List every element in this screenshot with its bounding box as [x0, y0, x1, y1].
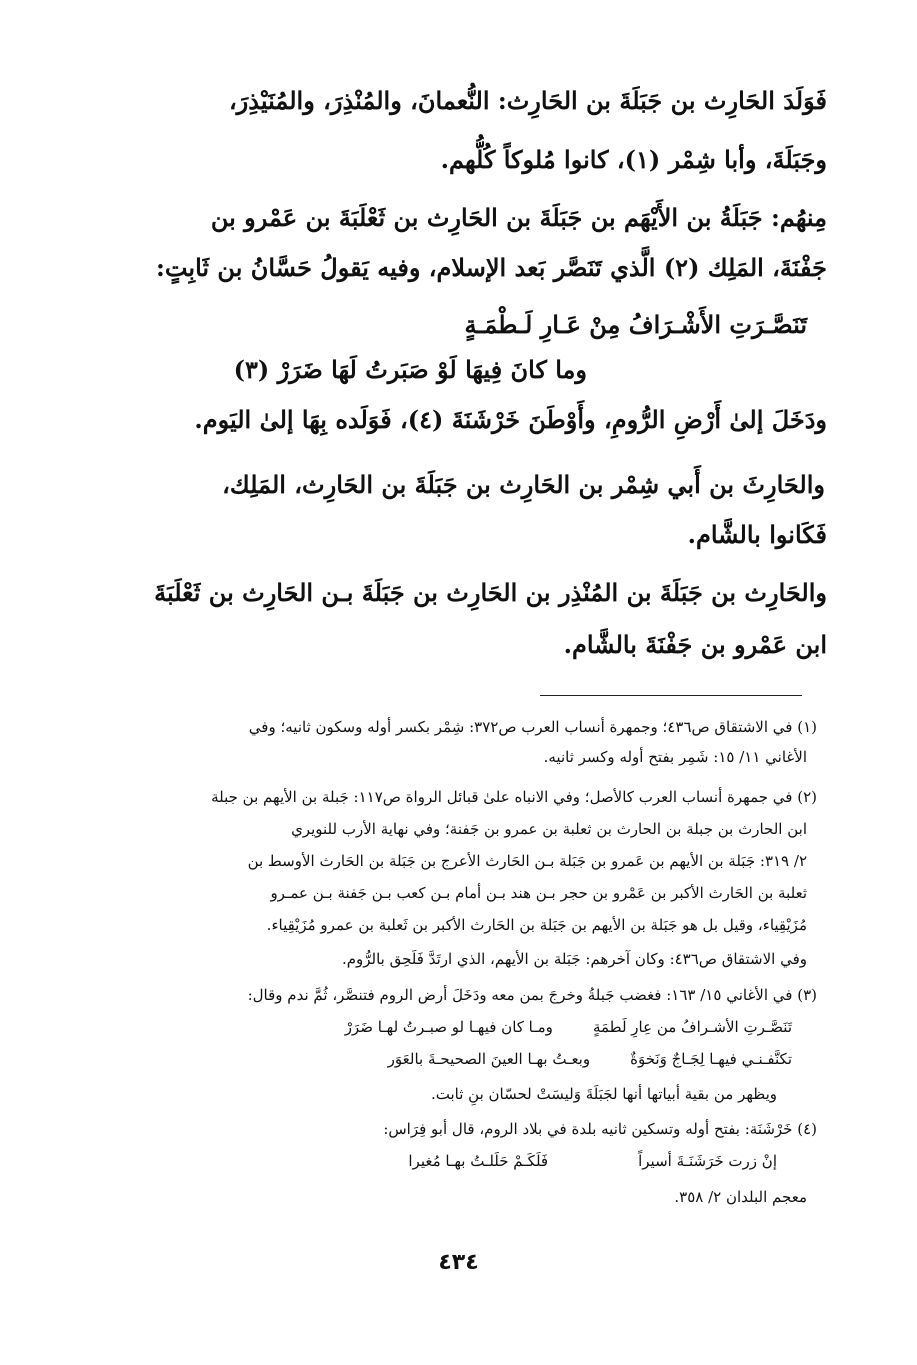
footnote-poem-row: [388, 1050, 792, 1068]
footnote-line: (٢) في جمهرة أنساب العرب كالأصل؛ وفي الانباه علىٰ قبائل الرواة ص١١٧: جَبلة بن الأيهم بن جبلة: [211, 788, 817, 806]
poem-hemistich: إنْ زرت خَرَشَنَـةَ أسيراً: [638, 1152, 777, 1170]
footnote-line: ثعلبة بن الحَارث الأكبر بن عَمْرو بن حجر بـن هند بـن أمام بـن كعب بـن جَفنة بـن عمـرو: [270, 884, 807, 902]
body-line: ودَخَلَ إلىٰ أَرْضِ الرُّومِ، وأَوْطَنَ خَرْشَنَةَ (٤)، فَوَلَده بِهَا إلىٰ اليَوم.: [194, 405, 827, 434]
body-line: والحَارِث بن جَبَلَةَ بن المُنْذِر بن الحَارِث بن جَبَلَةَ بـن الحَارِث بن ثَعْلَبَةَ: [154, 578, 827, 607]
poem-verse: تَنَصَّـرَتِ الأَشْـرَافُ مِنْ عَـارِ لَـطْمَـةٍ: [464, 310, 807, 339]
footnote-line: ويظهر من بقية أبياتها أنها لجَبَلَةَ وَليسَتْ لحسّان بنِ ثابت.: [430, 1085, 777, 1103]
footnote-line: (٣) في الأغاني ١٥/ ١٦٣: فغضب جَبلةُ وخرجَ بمن معه ودَخَلَ أرض الروم فتنصَّر، ثُمَّ ندم وقال:: [247, 986, 817, 1004]
body-line: جَفْنَةَ، المَلِك (٢) الَّذي تَنَصَّر بَعد الإسلام، وفيه يَقولُ حَسَّانُ بن ثَابِتٍ:: [155, 253, 827, 282]
footnote-line: مُزَيْقِياء، وقيل بل هو جَبَلة بن الأيهم بن جَبَلة بن الحَارث الأكبر بن ثَعلبة بن عمرو مُزَيْقِياء.: [266, 916, 807, 934]
footnote-poem-row: [345, 1018, 792, 1036]
footnote-line: وفي الاشتقاق ص٤٣٦: وكان آخرهم: جَبَلة بن الأيهم، الذي ارتَدَّ فَلَحِق بالرُّوم.: [341, 950, 807, 968]
body-line: فَكَانوا بالشَّام.: [687, 520, 827, 549]
poem-hemistich: فَلَكَـمْ حَلَلـتُ بهـا مُغيرا: [408, 1152, 549, 1170]
footnote-line: (١) في الاشتقاق ص٤٣٦؛ وجمهرة أنساب العرب ص٣٧٢: شِمْر بكسر أوله وسكون ثانيه؛ وفي: [248, 718, 817, 736]
footnote-line: معجم البلدان ٢/ ٣٥٨.: [674, 1188, 807, 1206]
footnote-line: ابن الحارث بن جبلة بن الحارث بن ثعلبة بن عمرو بن جَفنة؛ وفي نهاية الأرب للنويري: [291, 820, 807, 838]
footnote-line: (٤) خَرْشَنَة: بفتح أوله وتسكين ثانيه بلدة في بلاد الروم، قال أبو فِرَاس:: [383, 1120, 817, 1138]
poem-verse: وما كانَ فِيهَا لَوْ صَبَرتُ لَهَا ضَرَرْ (٣): [233, 355, 587, 384]
poem-hemistich: وبعـتُ بهـا العينَ الصحيحـةَ بالعَوَر: [387, 1050, 591, 1068]
poem-hemistich: ومـا كان فيهـا لو صبـرتُ لهـا ضَرَرْ: [344, 1018, 553, 1036]
poem-hemistich: تَنَصَّـرتِ الأشـرافُ من عِارِ لَطمَةٍ: [592, 1018, 792, 1036]
body-line: وجَبَلَةَ، وأبا شِمْر (١)، كانوا مُلوكاً كُلُّهم.: [440, 145, 827, 174]
footnote-poem-row: [408, 1152, 777, 1170]
body-line: فَوَلَدَ الحَارِث بن جَبَلَةَ بن الحَارِث: النُّعمانَ، والمُنْذِرَ، والمُنَيْذِرَ،: [228, 86, 827, 115]
footnote-divider: [540, 695, 802, 696]
body-line: ابن عَمْرو بن جَفْنَةَ بالشَّام.: [563, 630, 827, 659]
poem-hemistich: تكنَّفـنـي فيهـا لِجَـاجٌ وَنَخوَةٌ: [630, 1050, 792, 1068]
page-number: ٤٣٤: [438, 1250, 479, 1275]
body-line: والحَارِثَ بن أَبي شِمْر بن الحَارِث بن جَبَلَةَ بن الحَارِث، المَلِك،: [222, 470, 825, 499]
body-line: مِنهُم: جَبَلَةُ بن الأَيْهَم بن جَبَلَةَ بن الحَارِث بن ثَعْلَبَةَ بن عَمْرو بن: [210, 203, 827, 232]
footnote-line: ٢/ ٣١٩: جَبَلة بن الأيهم بن عَمرو بن جَبَلة بـن الحَارث الأعرج بن جَبَلة بن الحَارث الأوسط بن: [247, 852, 807, 870]
footnote-line: الأغاني ١١/ ١٥: شَمِر بفتح أوله وكسر ثانيه.: [543, 748, 807, 766]
